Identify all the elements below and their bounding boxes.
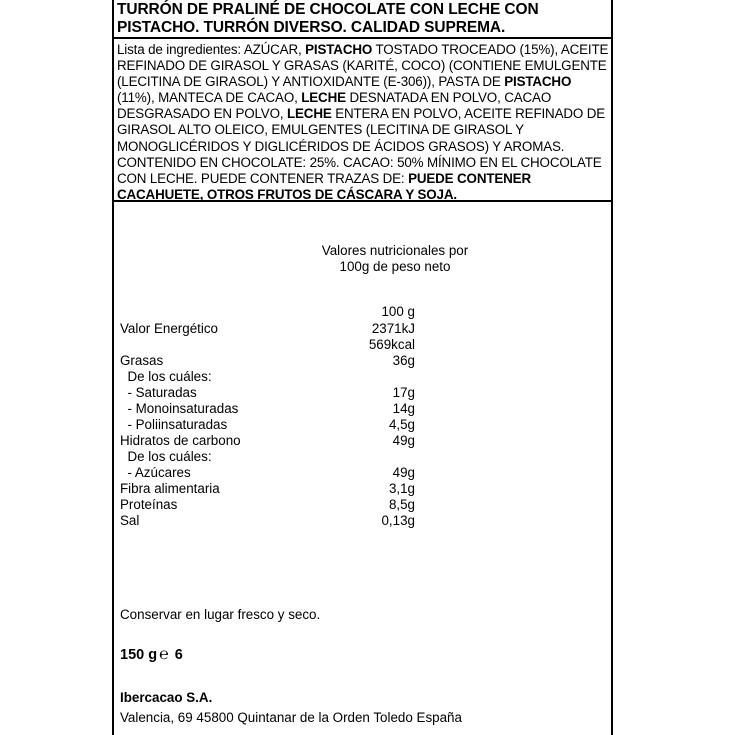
- nutrient-value: 49g: [392, 465, 415, 480]
- nutrient-label: Valor Energético: [120, 321, 219, 336]
- nutrient-value: 4,5g: [388, 417, 415, 432]
- estimated-sign-icon: ℮: [159, 646, 169, 663]
- nutrient-label: Grasas: [120, 353, 164, 368]
- nutrient-label: - Monoinsaturadas: [120, 401, 239, 416]
- nutrient-value: 14g: [392, 401, 415, 416]
- nutrition-header-line-1: Valores nutricionales por: [321, 243, 469, 258]
- company-name: Ibercacao S.A.: [120, 690, 213, 705]
- nutrition-header: [300, 243, 490, 275]
- nutrient-label: Sal: [120, 513, 140, 528]
- nutrient-value: 8,5g: [388, 497, 415, 512]
- net-weight-units: 6: [174, 647, 183, 663]
- net-weight-amount: 150 g: [120, 647, 158, 663]
- nutrient-value: 3,1g: [388, 481, 415, 496]
- nutrient-value: 36g: [392, 353, 415, 368]
- storage-instructions: Conservar en lugar fresco y seco.: [120, 607, 321, 622]
- ingredient-text: DESNATADA EN POLVO, CACAO DESGRASADO EN POLVO,: [117, 90, 552, 122]
- ingredient-text: TOSTADO TROCEADO (15%), ACEITE REFINADO DE GIRASOL Y GRASAS (KARITÉ, COCO) (CONTIENE EMULGENTE (LECITINA DE GIRASOL) Y ANTIOXIDANTE (E-306)), PASTA DE: [117, 42, 609, 90]
- ingredient-allergen: PUEDE CONTENER CACAHUETE, OTROS FRUTOS DE CÁSCARA Y SOJA.: [117, 170, 531, 202]
- product-title: [117, 1, 607, 37]
- nutrition-column-header: 100 g: [381, 304, 415, 319]
- ingredients-divider: [112, 200, 613, 202]
- nutrient-label: De los cuáles:: [120, 369, 212, 384]
- nutrient-value: 49g: [392, 433, 415, 448]
- nutrient-value: 2371kJ: [371, 321, 415, 336]
- nutrient-label: - Azúcares: [120, 465, 191, 480]
- nutrient-value: 17g: [392, 385, 415, 400]
- nutrient-value: 0,13g: [381, 513, 415, 528]
- nutrient-label: - Saturadas: [120, 385, 197, 400]
- title-line-1: TURRÓN DE PRALINÉ DE CHOCOLATE CON LECHE CON: [117, 1, 539, 18]
- nutrient-label: Proteínas: [120, 497, 178, 512]
- title-line-2: PISTACHO. TURRÓN DIVERSO. CALIDAD SUPREMA.: [117, 19, 506, 36]
- company-address: Valencia, 69 45800 Quintanar de la Orden Toledo España: [120, 710, 462, 725]
- ingredient-allergen: LECHE: [301, 90, 346, 106]
- ingredient-allergen: PISTACHO: [305, 42, 373, 57]
- nutrition-header-line-2: 100g de peso neto: [339, 259, 451, 274]
- ingredient-text: (11%), MANTECA DE CACAO,: [117, 90, 302, 106]
- nutrient-label: Hidratos de carbono: [120, 433, 241, 448]
- ingredient-text: Lista de ingredientes: AZÚCAR,: [117, 42, 306, 57]
- ingredients-list: [117, 42, 609, 203]
- nutrient-label: - Poliinsaturadas: [120, 417, 228, 432]
- nutrient-value: 569kcal: [368, 337, 415, 352]
- nutrient-label: De los cuáles:: [120, 449, 212, 464]
- ingredient-allergen: LECHE: [286, 106, 332, 122]
- ingredient-allergen: PISTACHO: [504, 74, 572, 90]
- title-divider: [112, 37, 613, 39]
- nutrient-label: Fibra alimentaria: [120, 481, 220, 496]
- ingredient-text: ENTERA EN POLVO, ACEITE REFINADO DE GIRASOL ALTO OLEICO, EMULGENTES (LECITINA DE GIRASOL Y MONOGLICÉRIDOS Y DIGLICÉRIDOS DE ÁCIDOS GRASOS) Y AROMAS. CONTENIDO EN CHOCOLATE: 25%. CACAO: 50% MÍNIMO EN EL CHOCOLATE CON LECHE. PUEDE CONTENER TRAZAS DE:: [117, 106, 606, 186]
- net-weight: [120, 646, 183, 664]
